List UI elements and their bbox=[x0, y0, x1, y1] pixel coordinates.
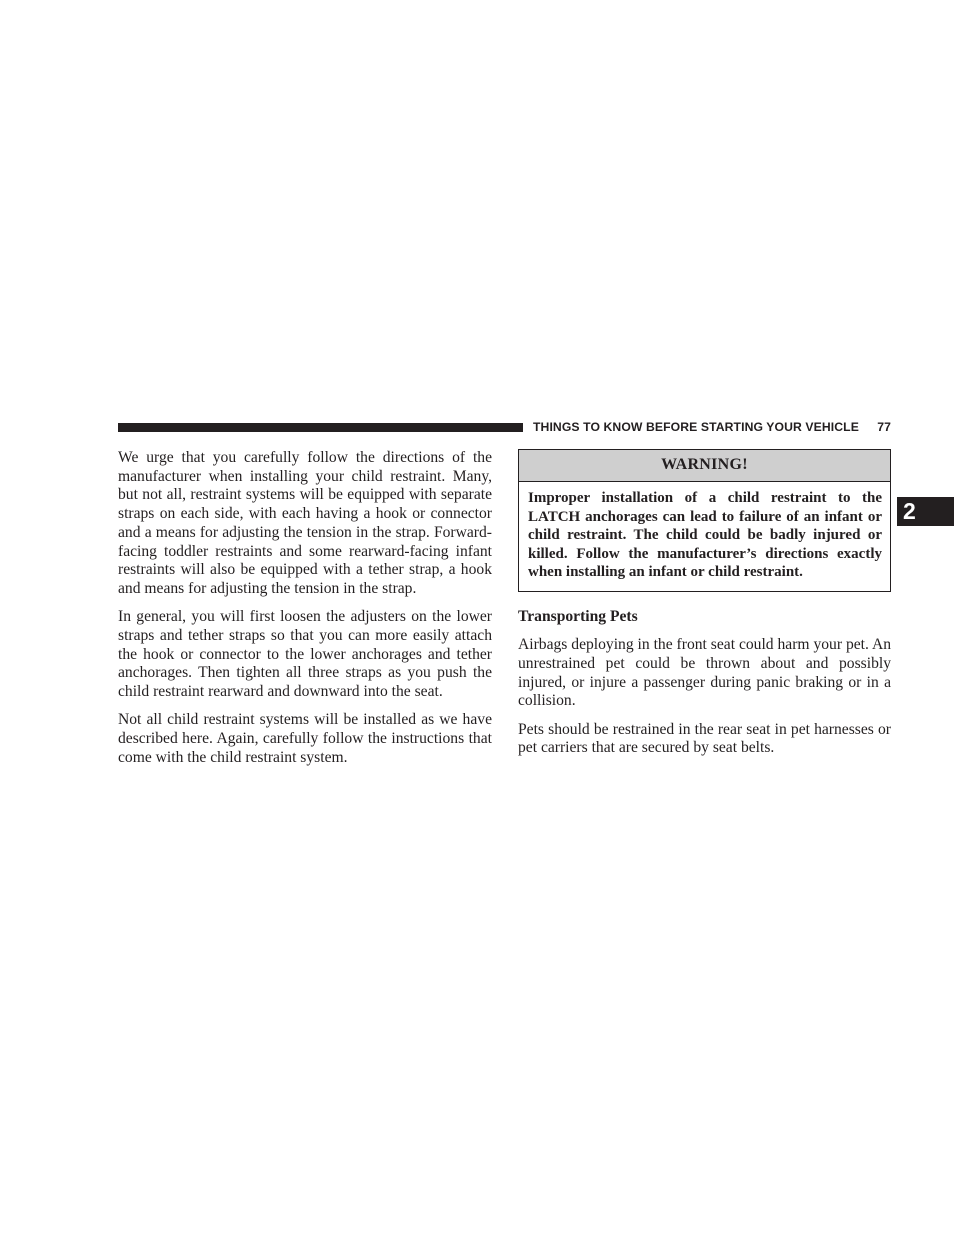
warning-text: Improper installation of a child restraint to the LATCH anchorages can lead to failure of an infant or child restraint. The child could be badly injured or killed. Follow the manufacturer’s directions exactly when installing an infant or child restraint. bbox=[528, 490, 882, 581]
body-paragraph: Airbags deploying in the front seat could harm your pet. An unrestrained pet could be thrown about and possibly injured, or injure a passenger during panic braking or in a collision. bbox=[518, 636, 891, 710]
chapter-number: 2 bbox=[903, 498, 916, 524]
warning-title: WARNING! bbox=[519, 450, 890, 482]
chapter-tab bbox=[897, 497, 954, 526]
body-paragraph: Pets should be restrained in the rear seat in pet harnesses or pet carriers that are secured by seat belts. bbox=[518, 720, 891, 757]
body-paragraph: In general, you will first loosen the adjusters on the lower straps and tether straps so that you can more easily attach the hook or connector to the lower anchorages and tether anchorages. Then tighten all three straps as you push the child restraint rearward and downward into the seat. bbox=[118, 608, 492, 700]
section-heading: Transporting Pets bbox=[518, 608, 638, 625]
body-paragraph: We urge that you carefully follow the directions of the manufacturer when installing your child restraint. Many, but not all, restraint systems will be equipped with separate straps on each side, with each having a hook or connector and a means for adjusting the tension in the strap. Forward-facing toddler restraints and some rearward-facing infant restraints will also be equipped with a tether strap, a hook and means for adjusting the tension in the strap. bbox=[118, 449, 492, 597]
right-column bbox=[518, 449, 891, 767]
body-paragraph: Not all child restraint systems will be installed as we have described here. Again, carefully follow the instructions that come with the child restraint system. bbox=[118, 711, 492, 766]
running-header bbox=[533, 419, 891, 435]
left-column bbox=[118, 449, 492, 777]
page-number: 77 bbox=[877, 420, 891, 434]
header-rule bbox=[118, 423, 523, 432]
warning-box bbox=[518, 449, 891, 592]
section-title: THINGS TO KNOW BEFORE STARTING YOUR VEHICLE bbox=[533, 420, 859, 434]
